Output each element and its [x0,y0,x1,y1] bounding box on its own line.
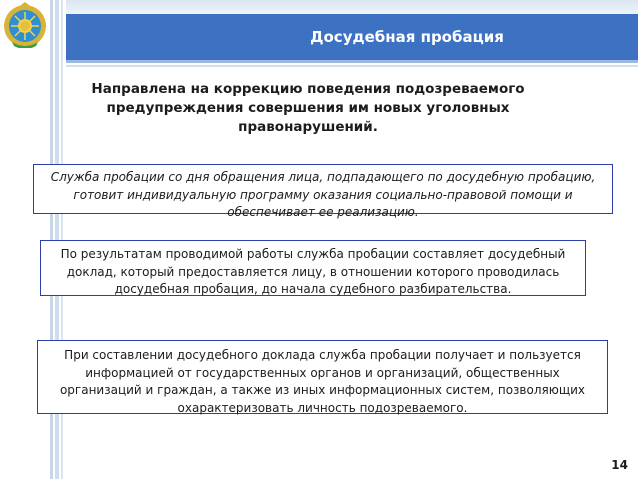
header-band [66,0,638,14]
page-title: Досудебная пробация [310,28,504,46]
box-text-line: готовит индивидуальную программу оказания социально-правовой помощи и [73,187,573,202]
heading-line: предупреждения совершения им новых уголовных [106,100,510,116]
section-heading [70,80,546,137]
box-text-line: информацией от государственных органов и организаций, общественных [85,365,560,380]
heading-line: правонарушений. [238,119,378,135]
box-text-line: обеспечивает ее реализацию. [227,205,419,219]
info-box-program [33,164,613,219]
box-text-line: охарактеризовать личность подозреваемого. [177,400,468,415]
box-text-line: Служба пробации со дня обращения лица, подпадающего по досудебную пробацию, [50,170,596,184]
box-text-line: При составлении досудебного доклада служба пробации получает и пользуется [64,348,581,362]
info-box-information [37,340,608,414]
header-divider [66,60,638,63]
heading-line: Направлена на коррекцию поведения подозреваемого [91,81,525,97]
info-box-report [40,240,586,296]
page-number: 14 [611,458,628,472]
box-text-line: доклад, который предоставляется лицу, в отношении которого проводилась [66,264,560,279]
box-text-line: организаций и граждан, а также из иных информационных систем, позволяющих [59,383,586,397]
title-bar [66,14,638,60]
header-divider-light [66,65,638,67]
state-emblem-icon [2,2,48,48]
box-text-line: досудебная пробация, до начала судебного разбирательства. [114,282,512,296]
box-text-line: По результатам проводимой работы служба пробации составляет досудебный [60,247,566,261]
